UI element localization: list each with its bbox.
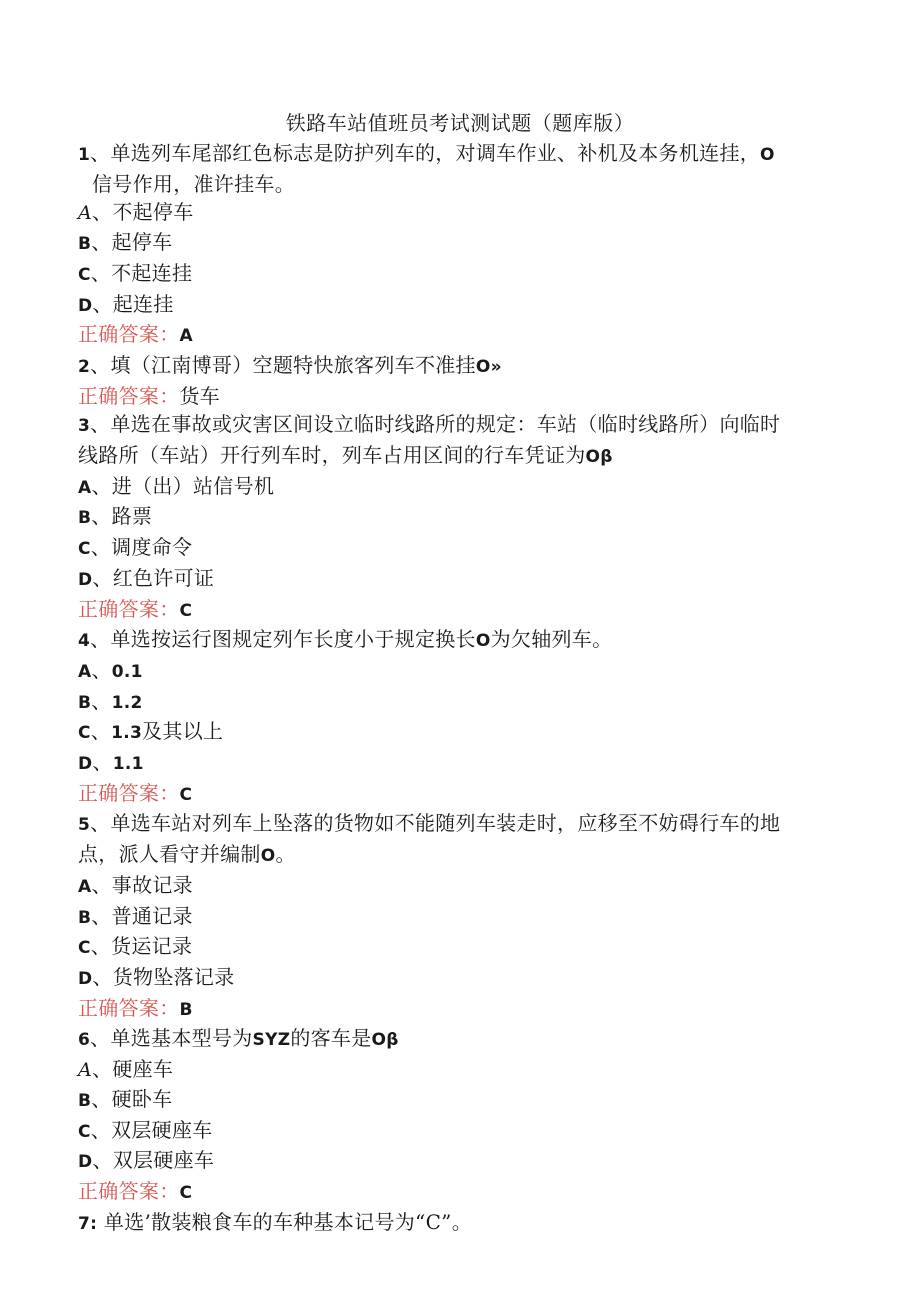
question-text: 、单选按运行图规定列乍长度小于规定换长: [90, 627, 476, 652]
blank-mark: O»: [475, 356, 502, 377]
answer-label: 正确答案：: [78, 995, 180, 1020]
option-separator: 、: [90, 719, 112, 744]
option-label: A: [78, 202, 93, 225]
option-c: [78, 717, 838, 748]
option-label: D: [78, 569, 93, 590]
question-4: [78, 625, 838, 656]
question-6: [78, 1024, 838, 1055]
answer-value: B: [179, 999, 193, 1020]
option-label: D: [78, 754, 93, 775]
option-c: [78, 1116, 838, 1147]
question-text: 、单选基本型号为: [90, 1026, 253, 1051]
correct-answer: [78, 382, 838, 411]
answer-value: C: [179, 1182, 193, 1203]
option-label: C: [78, 264, 91, 285]
option-a: [78, 871, 838, 902]
question-text: 、单选在事故或灾害区间设立临时线路所的规定：车站（临时线路所）向临时: [90, 412, 781, 437]
question-text: 、填（江南博哥）空题特快旅客列车不准挂: [90, 352, 476, 377]
option-label: B: [78, 508, 92, 529]
option-d: [78, 290, 838, 321]
option-a: [78, 1055, 838, 1085]
question-5: [78, 809, 838, 840]
option-b: [78, 1085, 838, 1116]
answer-label: 正确答案：: [78, 596, 180, 621]
option-c: [78, 932, 838, 963]
answer-value: C: [179, 600, 193, 621]
question-number: 2: [78, 356, 91, 377]
option-d: [78, 564, 838, 595]
option-text: 、货运记录: [90, 934, 193, 959]
option-b: [78, 902, 838, 933]
option-label: B: [78, 907, 92, 928]
option-value: 1.2: [111, 692, 143, 713]
option-b: [78, 228, 838, 259]
option-text: 、双层硬座车: [90, 1117, 213, 1142]
option-text: 、货物坠落记录: [92, 964, 235, 989]
option-d: [78, 748, 838, 779]
answer-label: 正确答案：: [78, 383, 180, 408]
answer-value: C: [179, 784, 193, 805]
question-text: 单选’散装粮食车的车种基本记号为“C”。: [97, 1209, 473, 1234]
question-text: 、单选车站对列车上坠落的货物如不能随列车装走时，应移至不妨碍行车的地: [90, 811, 781, 836]
question-number: 4: [78, 631, 91, 652]
option-a: [78, 198, 838, 228]
option-label: D: [78, 968, 93, 989]
option-suffix: 及其以上: [142, 719, 224, 744]
option-label: A: [78, 661, 92, 682]
blank-mark: O: [475, 631, 491, 652]
question-text: 线路所（车站）开行列车时，列车占用区间的行车凭证为: [78, 443, 586, 468]
option-text: 、双层硬座车: [92, 1148, 215, 1173]
correct-answer: [78, 320, 838, 351]
option-text: 、硬卧车: [91, 1086, 173, 1111]
correct-answer: [78, 779, 838, 810]
option-label: C: [78, 723, 91, 744]
question-number: 5: [78, 815, 91, 836]
option-text: 、不起连挂: [90, 260, 193, 285]
question-text: 为欠轴列车。: [490, 627, 613, 652]
answer-label: 正确答案：: [78, 1178, 180, 1203]
option-value: 0.1: [111, 661, 143, 682]
answer-value: 货车: [179, 383, 221, 408]
page-title: 铁路车站值班员考试测试题（题库版）: [285, 111, 635, 135]
answer-label: 正确答案：: [78, 322, 180, 347]
question-5-continued: [78, 840, 838, 871]
option-label: C: [78, 1121, 91, 1142]
question-2: [78, 351, 838, 382]
blank-mark: O: [260, 846, 276, 867]
option-d: [78, 1146, 838, 1177]
option-d: [78, 963, 838, 994]
question-7: [78, 1208, 838, 1239]
option-value: 1.3: [111, 723, 143, 744]
option-value: 1.1: [112, 754, 144, 775]
option-a: [78, 656, 838, 687]
question-1-continued: 信号作用，准许挂车。: [92, 171, 295, 196]
option-separator: 、: [91, 657, 112, 682]
question-text: 。: [275, 842, 296, 867]
option-text: 、起停车: [91, 230, 173, 255]
option-text: 、红色许可证: [92, 565, 215, 590]
question-text: 点，派人看守并编制: [78, 842, 261, 867]
question-number: 7:: [78, 1213, 98, 1234]
option-label: D: [78, 295, 93, 316]
question-text: 、单选列车尾部红色标志是防护列车的，对调车作业、补机及本务机连挂，: [90, 141, 761, 165]
option-c: [78, 259, 838, 290]
option-label: C: [78, 539, 91, 560]
blank-mark: Oβ: [371, 1030, 399, 1051]
option-label: A: [78, 1059, 93, 1082]
correct-answer: [78, 994, 838, 1025]
option-label: B: [78, 234, 92, 255]
question-list: [78, 139, 838, 1238]
option-text: 、路票: [91, 504, 153, 529]
answer-value: A: [179, 326, 193, 347]
correct-answer: [78, 1177, 838, 1208]
question-number: 1: [78, 145, 91, 165]
option-c: [78, 533, 838, 564]
option-text: 、硬座车: [92, 1057, 174, 1082]
option-label: B: [78, 692, 92, 713]
option-label: D: [78, 1152, 93, 1173]
question-3: [78, 410, 838, 441]
option-separator: 、: [92, 750, 113, 775]
option-b: [78, 502, 838, 533]
question-number: 6: [78, 1030, 91, 1051]
question-3-continued: [78, 441, 838, 472]
blank-mark: Oβ: [585, 447, 613, 468]
option-separator: 、: [91, 688, 112, 713]
option-label: A: [78, 477, 92, 498]
option-label: B: [78, 1090, 92, 1111]
option-b: [78, 687, 838, 718]
question-text: 的客车是: [290, 1026, 372, 1051]
blank-mark: O: [760, 145, 775, 165]
option-text: 、普通记录: [91, 903, 193, 928]
option-text: 、进（出）站信号机: [91, 473, 275, 498]
option-a: [78, 472, 838, 503]
question-number: 3: [78, 416, 91, 437]
answer-label: 正确答案：: [78, 780, 180, 805]
correct-answer: [78, 595, 838, 626]
option-text: 、事故记录: [91, 872, 193, 897]
option-label: C: [78, 938, 91, 959]
option-text: 、起连挂: [92, 291, 174, 316]
car-type-code: SYZ: [252, 1030, 291, 1051]
option-text: 、调度命令: [90, 535, 193, 560]
option-label: A: [78, 876, 92, 897]
option-text: 、不起停车: [92, 200, 194, 225]
question-1: [78, 139, 838, 170]
